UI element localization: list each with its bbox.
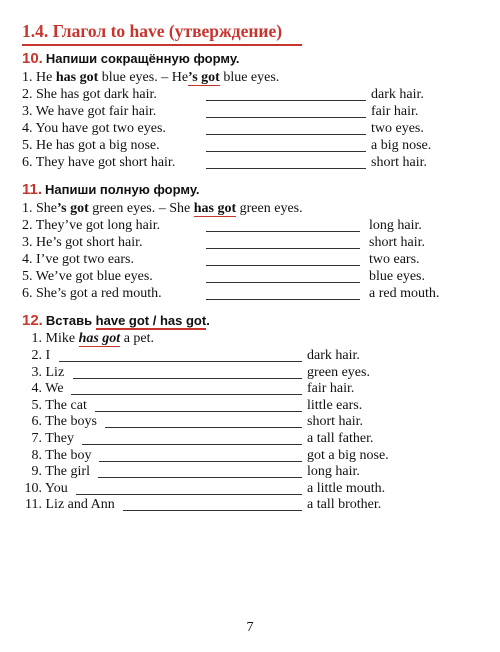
answer-blank[interactable] bbox=[206, 248, 360, 249]
answer-blank[interactable] bbox=[95, 411, 302, 412]
exercise-11-heading bbox=[22, 181, 200, 198]
row-ending: little ears. bbox=[307, 397, 363, 413]
row-subject: Liz and Ann bbox=[45, 497, 115, 513]
example-answer: ’s got bbox=[188, 70, 220, 85]
exercise-10-number: 10. bbox=[22, 50, 43, 67]
example-bold: has got bbox=[55, 70, 99, 85]
exercise-10-example bbox=[22, 70, 279, 86]
row-number: 5. bbox=[22, 138, 33, 153]
row-number: 9. bbox=[31, 464, 42, 480]
row-ending: dark hair. bbox=[371, 87, 424, 102]
row-ending: long hair. bbox=[369, 218, 422, 233]
row-number: 2. bbox=[31, 348, 42, 363]
answer-blank[interactable] bbox=[73, 378, 302, 379]
row-prompt bbox=[22, 235, 143, 251]
example-number: 1. bbox=[31, 331, 42, 346]
exercise-10-instruction: Напиши сокращённую форму. bbox=[45, 51, 240, 66]
row-number: 5. bbox=[31, 397, 42, 413]
row-prompt-text: We’ve got blue eyes. bbox=[35, 269, 153, 284]
example-text: green eyes. – She bbox=[88, 201, 194, 216]
exercise-12-instruction-end: . bbox=[206, 313, 210, 328]
answer-blank[interactable] bbox=[105, 427, 302, 428]
row-subject-line bbox=[22, 448, 92, 464]
row-prompt bbox=[22, 121, 166, 137]
exercise-12-example bbox=[22, 331, 154, 347]
row-subject-line bbox=[22, 464, 90, 480]
example-text: He bbox=[36, 70, 56, 85]
row-ending: short hair. bbox=[369, 235, 425, 250]
exercise-11-number: 11. bbox=[22, 181, 43, 198]
row-ending: fair hair. bbox=[307, 381, 355, 397]
example-text: blue eyes. bbox=[219, 70, 280, 85]
answer-blank[interactable] bbox=[98, 477, 302, 478]
row-subject-line bbox=[22, 431, 74, 447]
row-subject: The boys bbox=[45, 414, 97, 430]
row-number: 5. bbox=[22, 269, 33, 284]
row-ending: short hair. bbox=[371, 155, 427, 170]
row-ending: dark hair. bbox=[307, 348, 360, 363]
row-prompt bbox=[22, 269, 153, 285]
row-prompt-text: You have got two eyes. bbox=[35, 121, 166, 136]
row-subject: You bbox=[44, 480, 68, 496]
row-ending: fair hair. bbox=[371, 104, 419, 119]
example-number: 1. bbox=[22, 201, 33, 216]
row-subject-line bbox=[22, 348, 50, 364]
answer-blank[interactable] bbox=[206, 299, 360, 300]
answer-blank[interactable] bbox=[206, 282, 360, 283]
example-text: green eyes. bbox=[236, 201, 303, 216]
example-answer: has got bbox=[193, 201, 237, 216]
row-number: 10. bbox=[24, 480, 42, 496]
answer-blank[interactable] bbox=[206, 100, 366, 101]
row-prompt-text: She’s got a red mouth. bbox=[36, 286, 162, 301]
row-prompt bbox=[22, 104, 156, 120]
row-number: 3. bbox=[22, 235, 33, 250]
row-prompt bbox=[22, 286, 162, 302]
example-text: a pet. bbox=[120, 331, 155, 346]
exercise-12-keyword: have got / has got bbox=[95, 313, 207, 328]
row-prompt bbox=[22, 138, 160, 154]
answer-blank[interactable] bbox=[206, 168, 366, 169]
exercise-12-instruction: Вставь bbox=[45, 313, 96, 328]
exercise-12-heading bbox=[22, 312, 210, 329]
page-number: 7 bbox=[246, 620, 254, 635]
row-subject-line bbox=[22, 365, 64, 381]
row-prompt-text: She has got dark hair. bbox=[36, 87, 157, 102]
example-text: blue eyes. – He bbox=[98, 70, 189, 85]
row-subject: The boy bbox=[45, 447, 92, 463]
row-ending: a red mouth. bbox=[369, 286, 440, 301]
row-number: 4. bbox=[22, 121, 33, 136]
row-subject: I bbox=[45, 348, 51, 363]
row-subject-line bbox=[22, 398, 87, 414]
answer-blank[interactable] bbox=[206, 134, 366, 135]
row-subject-line bbox=[22, 497, 115, 513]
answer-blank[interactable] bbox=[71, 394, 302, 395]
example-answer: has got bbox=[78, 331, 121, 346]
row-subject: We bbox=[45, 381, 64, 397]
answer-blank[interactable] bbox=[76, 494, 302, 495]
exercise-12-number: 12. bbox=[22, 312, 43, 329]
answer-blank[interactable] bbox=[206, 117, 366, 118]
row-ending: blue eyes. bbox=[369, 269, 425, 284]
row-subject-line bbox=[22, 381, 64, 397]
row-prompt bbox=[22, 218, 160, 234]
exercise-11-instruction: Напиши полную форму. bbox=[45, 182, 200, 197]
example-text: Mike bbox=[45, 331, 79, 346]
row-number: 4. bbox=[22, 252, 33, 267]
row-subject: They bbox=[45, 431, 75, 446]
answer-blank[interactable] bbox=[82, 444, 302, 445]
row-number: 6. bbox=[31, 414, 42, 430]
example-text: She bbox=[36, 201, 57, 216]
row-ending: long hair. bbox=[307, 464, 360, 480]
row-ending: green eyes. bbox=[307, 364, 370, 380]
title-underline bbox=[22, 44, 302, 46]
row-ending: two ears. bbox=[369, 252, 420, 267]
row-ending: a little mouth. bbox=[307, 480, 386, 496]
row-number: 4. bbox=[31, 381, 42, 397]
row-prompt-text: They’ve got long hair. bbox=[35, 218, 161, 233]
row-number: 2. bbox=[22, 218, 33, 233]
row-ending: got a big nose. bbox=[307, 447, 389, 463]
row-prompt-text: They have got short hair. bbox=[35, 155, 176, 170]
answer-blank[interactable] bbox=[123, 510, 302, 511]
row-prompt-text: He’s got short hair. bbox=[36, 235, 143, 250]
section-title: 1.4. Глагол to have (утверждение) bbox=[22, 21, 283, 41]
row-prompt bbox=[22, 252, 134, 268]
row-subject: Liz bbox=[45, 364, 65, 380]
row-subject-line bbox=[22, 481, 68, 497]
example-number: 1. bbox=[22, 70, 33, 85]
answer-blank[interactable] bbox=[206, 265, 360, 266]
row-number: 11. bbox=[25, 497, 42, 513]
row-subject-line bbox=[22, 414, 97, 430]
row-number: 3. bbox=[22, 104, 33, 119]
row-number: 6. bbox=[22, 286, 33, 301]
row-ending: a tall father. bbox=[307, 431, 374, 446]
answer-blank[interactable] bbox=[206, 151, 366, 152]
row-ending: a big nose. bbox=[371, 138, 432, 153]
example-bold: ’s got bbox=[57, 201, 89, 216]
row-prompt-text: He has got a big nose. bbox=[36, 138, 160, 153]
row-subject: The cat bbox=[45, 397, 87, 413]
row-number: 8. bbox=[31, 447, 42, 463]
row-number: 2. bbox=[22, 87, 33, 102]
exercise-10-heading bbox=[22, 50, 240, 67]
row-prompt-text: I’ve got two ears. bbox=[36, 252, 134, 267]
row-number: 6. bbox=[22, 155, 33, 170]
row-number: 3. bbox=[31, 364, 42, 380]
answer-blank[interactable] bbox=[99, 461, 302, 462]
row-number: 7. bbox=[31, 431, 42, 446]
row-prompt-text: We have got fair hair. bbox=[35, 104, 157, 119]
row-ending: a tall brother. bbox=[307, 497, 382, 513]
answer-blank[interactable] bbox=[59, 361, 302, 362]
row-ending: two eyes. bbox=[371, 121, 424, 136]
exercise-11-example bbox=[22, 201, 303, 217]
row-prompt bbox=[22, 87, 157, 103]
row-prompt bbox=[22, 155, 175, 171]
answer-blank[interactable] bbox=[206, 231, 360, 232]
row-ending: short hair. bbox=[307, 414, 363, 430]
row-subject: The girl bbox=[45, 464, 90, 480]
